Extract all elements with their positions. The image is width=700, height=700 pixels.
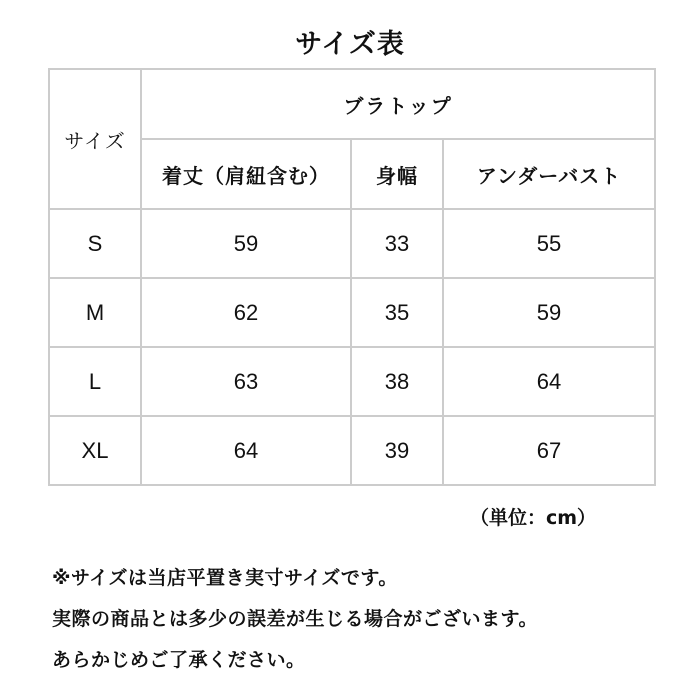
page-title: サイズ表 (295, 29, 405, 60)
table-row (49, 278, 655, 347)
table-row (49, 209, 655, 278)
size-cell: L (49, 347, 141, 416)
width-column-header: 身幅 (351, 139, 443, 209)
underbust-cell: 55 (443, 209, 655, 278)
size-cell: XL (49, 416, 141, 485)
width-cell: 39 (351, 416, 443, 485)
notes (52, 558, 672, 681)
length-cell: 63 (141, 347, 351, 416)
length-cell: 64 (141, 416, 351, 485)
size-table (48, 68, 656, 486)
underbust-cell: 67 (443, 416, 655, 485)
length-cell: 59 (141, 209, 351, 278)
size-column-header: サイズ (49, 69, 141, 209)
unit-label: （単位：cm） (469, 507, 596, 529)
table-row (49, 416, 655, 485)
note-line: ※サイズは当店平置き実寸サイズです。 (52, 567, 398, 589)
length-cell: 62 (141, 278, 351, 347)
bratop-group-header: ブラトップ (141, 69, 655, 139)
size-cell: S (49, 209, 141, 278)
length-column-header: 着丈（肩紐含む） (141, 139, 351, 209)
table-row (49, 347, 655, 416)
width-cell: 38 (351, 347, 443, 416)
underbust-column-header: アンダーバスト (443, 139, 655, 209)
underbust-cell: 59 (443, 278, 655, 347)
width-cell: 35 (351, 278, 443, 347)
size-cell: M (49, 278, 141, 347)
underbust-cell: 64 (443, 347, 655, 416)
width-cell: 33 (351, 209, 443, 278)
note-line: あらかじめご了承ください。 (52, 649, 306, 671)
note-line: 実際の商品とは多少の誤差が生じる場合がございます。 (52, 608, 538, 630)
